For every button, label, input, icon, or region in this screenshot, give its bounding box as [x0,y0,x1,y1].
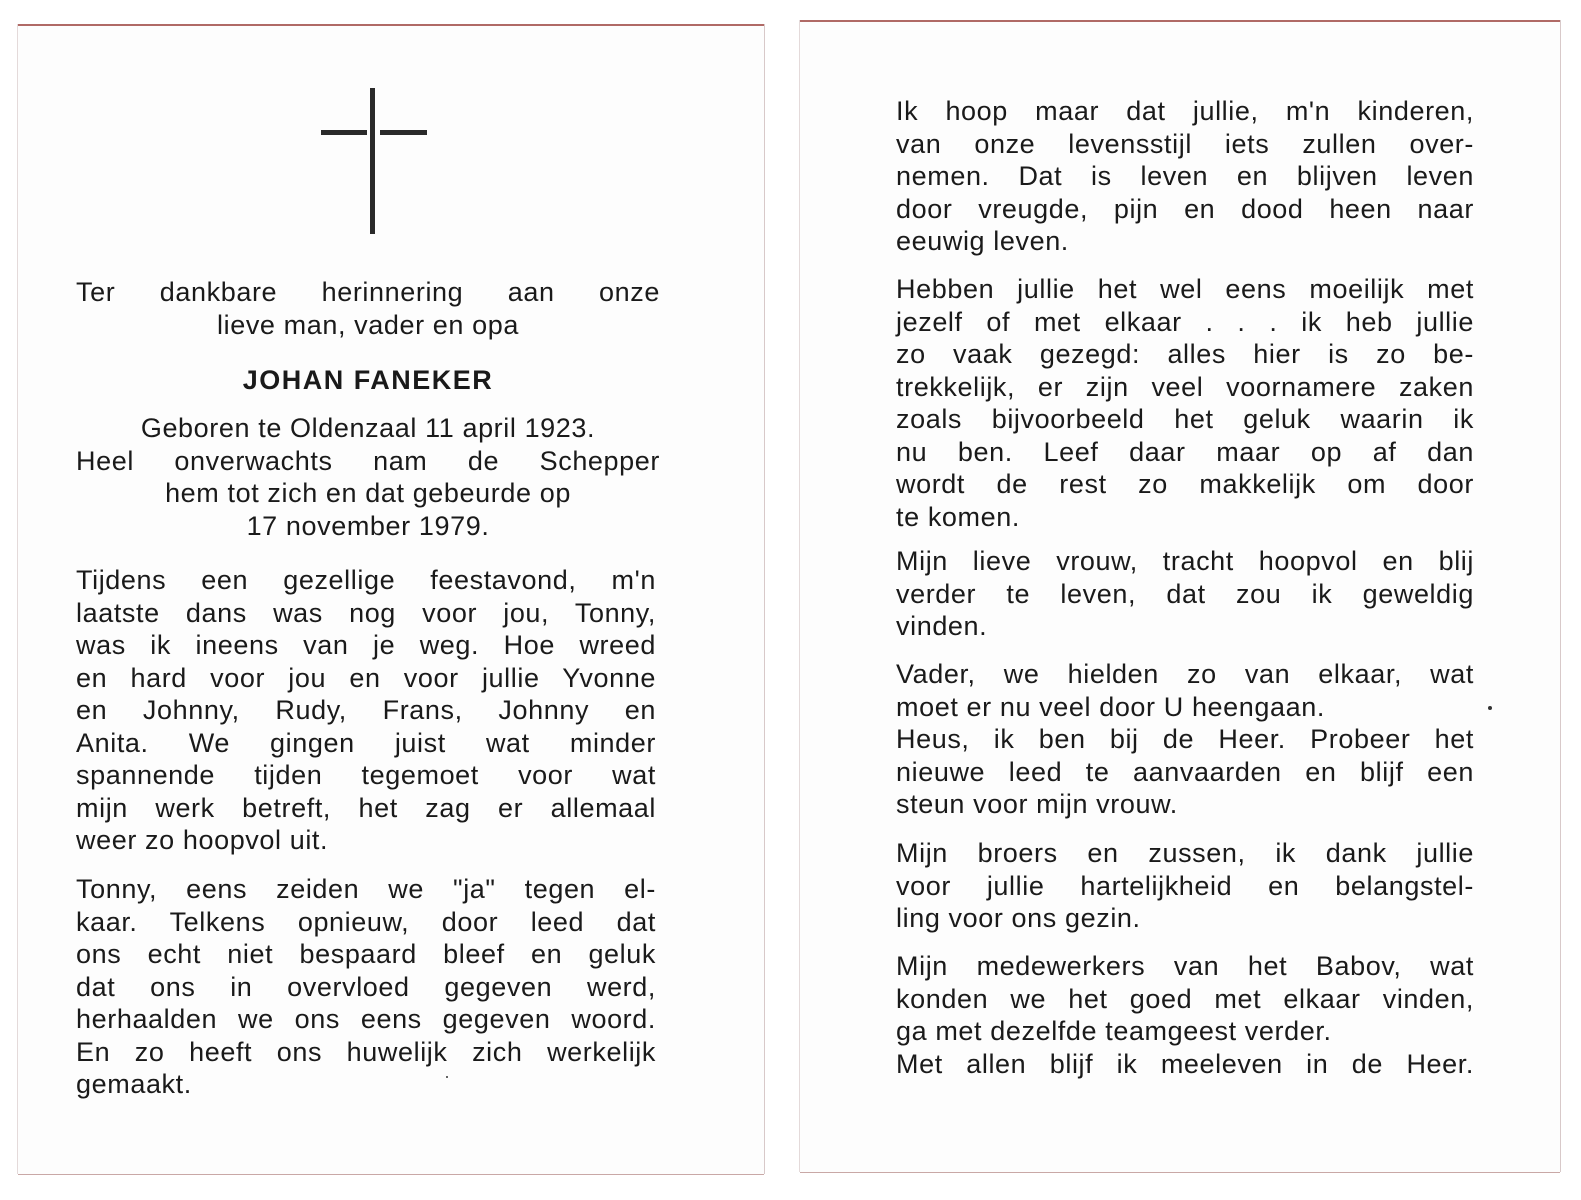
text-line: laatste dans was nog voor jou, Tonny, [76,597,656,628]
birth-line: hem tot zich en dat gebeurde op [165,478,571,508]
text-line: konden we het goed met elkaar vinden, [896,983,1474,1014]
text-line: trekkelijk, er zijn veel voornamere zaken [896,371,1474,402]
paragraph [76,873,656,1101]
text-line: moet er nu veel door U heengaan. [896,691,1325,722]
text-line: en hard voor jou en voor jullie Yvonne [76,662,656,693]
text-line: nu ben. Leef daar maar op af dan [896,436,1474,467]
text-line: wordt de rest zo makkelijk om door [896,469,1474,499]
print-speck [446,1076,448,1078]
text-line: gemaakt. [76,1069,192,1099]
dedication-text [76,276,660,341]
text-line: Hebben jullie het wel eens moeilijk met [896,274,1474,304]
text-line: nemen. Dat is leven en blijven leven [896,161,1474,191]
text-line: Mijn medewerkers van het Babov, wat [896,951,1474,981]
text-line: verder te leven, dat zou ik geweldig [896,578,1474,609]
birth-line: 17 november 1979. [246,510,490,541]
text-line: vinden. [896,611,988,641]
deceased-name: JOHAN FANEKER [242,365,494,395]
text-line: Tonny, eens zeiden we "ja" tegen el- [76,874,656,904]
birth-line: Heel onverwachts nam de Schepper [76,445,660,476]
text-line: van onze levensstijl iets zullen over- [896,128,1474,159]
text-line: Tijdens een gezellige feestavond, m'n [76,565,656,595]
text-line: Ik hoop maar dat jullie, m'n kinderen, [896,96,1474,126]
text-line: mijn werk betreft, het zag er allemaal [76,792,656,823]
text-line: spannende tijden tegemoet voor wat [76,760,656,790]
text-line: Met allen blijf ik meeleven in de Heer. [896,1048,1474,1079]
memorial-card-front [18,24,764,1174]
text-line: zoals bijvoorbeeld het geluk waarin ik [896,404,1474,434]
text-line: dat ons in overvloed gegeven werd, [76,971,656,1002]
text-line: kaar. Telkens opnieuw, door leed dat [76,906,656,937]
birth-line: Geboren te Oldenzaal 11 april 1923. [140,413,596,443]
text-line: ling voor ons gezin. [896,903,1141,933]
paragraph [896,95,1474,258]
text-line: door vreugde, pijn en dood heen naar [896,193,1474,224]
text-line: was ik ineens van je weg. Hoe wreed [76,630,656,660]
text-line: te komen. [896,501,1020,532]
text-line: Mijn broers en zussen, ik dank jullie [896,838,1474,868]
paragraph [896,950,1474,1080]
dedication-line: lieve man, vader en opa [217,309,519,340]
paragraph [76,564,656,857]
text-line: Mijn lieve vrouw, tracht hoopvol en blij [896,546,1474,576]
text-line: weer zo hoopvol uit. [76,825,329,855]
text-line: ga met dezelfde teamgeest verder. [896,1016,1332,1046]
dedication-line: Ter dankbare herinnering aan onze [76,277,660,307]
text-line: zo vaak gezegd: alles hier is zo be- [896,339,1474,369]
paragraph [896,837,1474,935]
paragraph [896,658,1474,821]
memorial-card-back [800,20,1560,1172]
text-line: nieuwe leed te aanvaarden en blijf een [896,756,1474,787]
text-line: herhaalden we ons eens gegeven woord. [76,1004,656,1034]
text-line: En zo heeft ons huwelijk zich werkelijk [76,1036,656,1067]
print-speck [1488,706,1492,710]
paragraph [896,545,1474,643]
text-line: Anita. We gingen juist wat minder [76,727,656,758]
text-line: Vader, we hielden zo van elkaar, wat [896,659,1474,689]
text-line: en Johnny, Rudy, Frans, Johnny en [76,695,656,725]
text-line: ons echt niet bespaard bleef en geluk [76,939,656,969]
paragraph [896,273,1474,533]
text-line: jezelf of met elkaar . . . ik heb jullie [896,306,1474,337]
text-line: steun voor mijn vrouw. [896,789,1178,819]
birth-death-text [76,412,660,542]
text-line: eeuwig leven. [896,226,1069,256]
text-line: voor jullie hartelijkheid en belangstel- [896,870,1474,901]
text-line: Heus, ik ben bij de Heer. Probeer het [896,724,1474,754]
